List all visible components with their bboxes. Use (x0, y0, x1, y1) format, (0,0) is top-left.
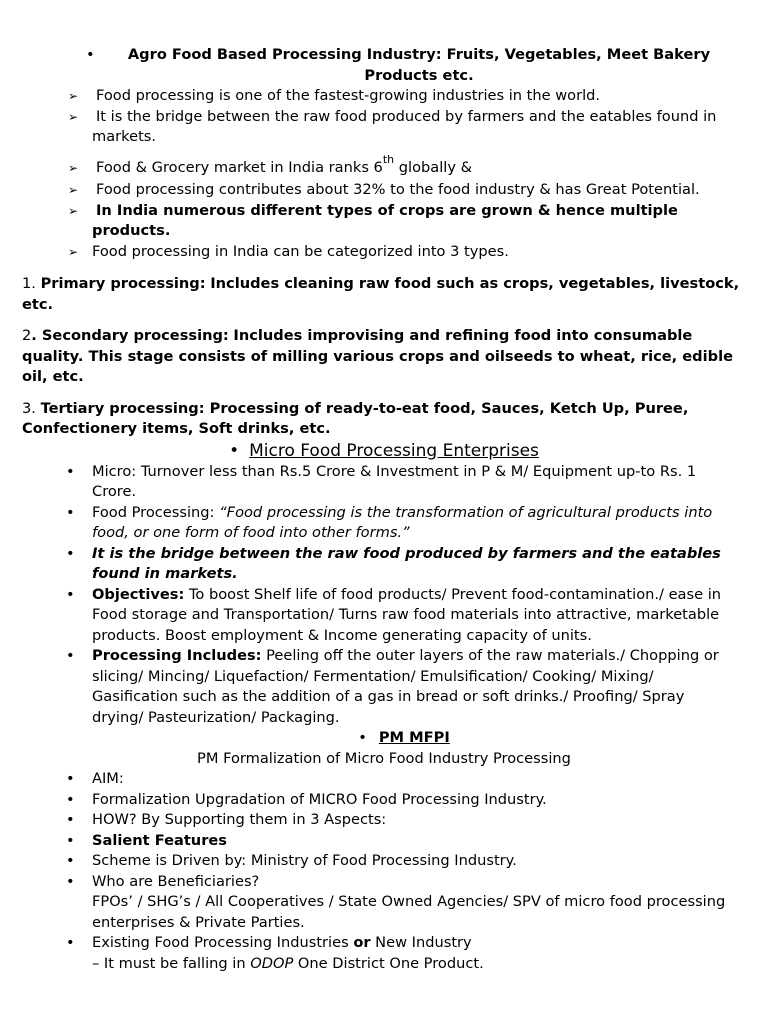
list-item: • Scheme is Driven by: Ministry of Food Processing Industry. (0, 851, 768, 872)
bullet-icon: • (86, 46, 95, 63)
arrow-bullet-icon: ➢ (68, 203, 79, 218)
list-item: ➢ Food processing contributes about 32% to the food industry & has Great Potential. (0, 180, 768, 201)
bullet-icon: • (66, 811, 75, 828)
processing-type-primary: 1. Primary processing: Includes cleaning raw food such as crops, vegetables, livestock, etc. (22, 275, 740, 313)
arrow-bullet-icon: ➢ (68, 89, 79, 103)
bullet-icon: • (66, 790, 75, 808)
list-item: • Existing Food Processing Industries or New Industry – It must be falling in ODOP One District One Product. (66, 934, 484, 972)
bullet-icon: • (66, 647, 75, 664)
list-item: • AIM: (0, 769, 768, 790)
list-item: • It is the bridge between the raw food produced by farmers and the eatables found in markets. (66, 544, 721, 582)
list-item: • Formalization Upgradation of MICRO Food Processing Industry. (0, 790, 768, 811)
document-page (0, 45, 768, 974)
list-item: • Salient Features (0, 831, 768, 852)
arrow-bullet-icon: ➢ (68, 244, 79, 259)
bullet-icon: • (358, 729, 367, 746)
list-item: ➢ Food processing is one of the fastest-growing industries in the world. (0, 86, 768, 107)
bullet-icon: • (66, 544, 75, 562)
list-item: • Who are Beneficiaries? FPOs’ / SHG’s / All Cooperatives / State Owned Agencies/ SPV of micro food processing enterprises & Private Parties. (66, 872, 726, 931)
list-item: • Food Processing: “Food processing is the transformation of agricultural products into food, or one form of food into other forms.” (66, 503, 713, 541)
arrow-list (0, 86, 768, 262)
list-item: ➢ It is the bridge between the raw food produced by farmers and the eatables found in markets. (68, 107, 717, 145)
list-item: • Processing Includes: Peeling off the outer layers of the raw materials./ Chopping or slicing/ Mincing/ Liquefaction/ Fermentation/ Emulsification/ Cooking/ Mixing/ Gasification such as the addition of a gas in bread or soft drinks./ Proofing/ Spray drying/ Pasteurization/ Packaging. (66, 647, 719, 726)
arrow-bullet-icon: ➢ (68, 160, 79, 175)
arrow-bullet-icon: ➢ (68, 183, 79, 197)
bullet-icon: • (66, 585, 75, 603)
mfpe-list (0, 462, 768, 729)
processing-type-tertiary: 3. Tertiary processing: Processing of ready-to-eat food, Sauces, Ketch Up, Puree, Confectionery items, Soft drinks, etc. (22, 399, 689, 437)
list-item: • Objectives: To boost Shelf life of food products/ Prevent food-contamination./ ease in Food storage and Transportation/ Turns raw food materials into attractive, marketable products. Boost employment & Income generating capacity of units. (66, 585, 722, 644)
bullet-icon: • (66, 462, 75, 480)
bullet-icon: • (66, 872, 75, 890)
list-item: ➢ Food & Grocery market in India ranks 6th globally & (0, 158, 768, 179)
bullet-icon: • (229, 440, 240, 461)
section-title-mfpe: • Micro Food Processing Enterprises (229, 440, 539, 461)
bullet-icon: • (66, 831, 75, 849)
pm-mfpi-list (0, 769, 768, 974)
section-title-pm-mfpi: • PM MFPI (358, 729, 450, 746)
list-item: • HOW? By Supporting them in 3 Aspects: (0, 810, 768, 831)
section-subtitle: PM Formalization of Micro Food Industry Processing (197, 749, 571, 767)
bullet-icon: • (66, 934, 75, 951)
bullet-icon: • (66, 770, 75, 787)
section-heading-agro (0, 45, 768, 86)
bullet-icon: • (66, 503, 75, 521)
bullet-icon: • (66, 852, 75, 869)
heading-text: Agro Food Based Processing Industry: Fruits, Vegetables, Meet Bakery Products etc. (127, 46, 711, 84)
list-item: ➢ Food processing in India can be categorized into 3 types. (0, 242, 768, 263)
list-item: ➢ In India numerous different types of crops are grown & hence multiple products. (68, 201, 678, 239)
arrow-bullet-icon: ➢ (68, 109, 79, 124)
processing-type-secondary: 2. Secondary processing: Includes improvising and refining food into consumable quality. This stage consists of milling various crops and oilseeds to wheat, rice, edible oil, etc. (22, 327, 733, 385)
list-item: • Micro: Turnover less than Rs.5 Crore & Investment in P & M/ Equipment up-to Rs. 1 Crore. (66, 462, 697, 500)
